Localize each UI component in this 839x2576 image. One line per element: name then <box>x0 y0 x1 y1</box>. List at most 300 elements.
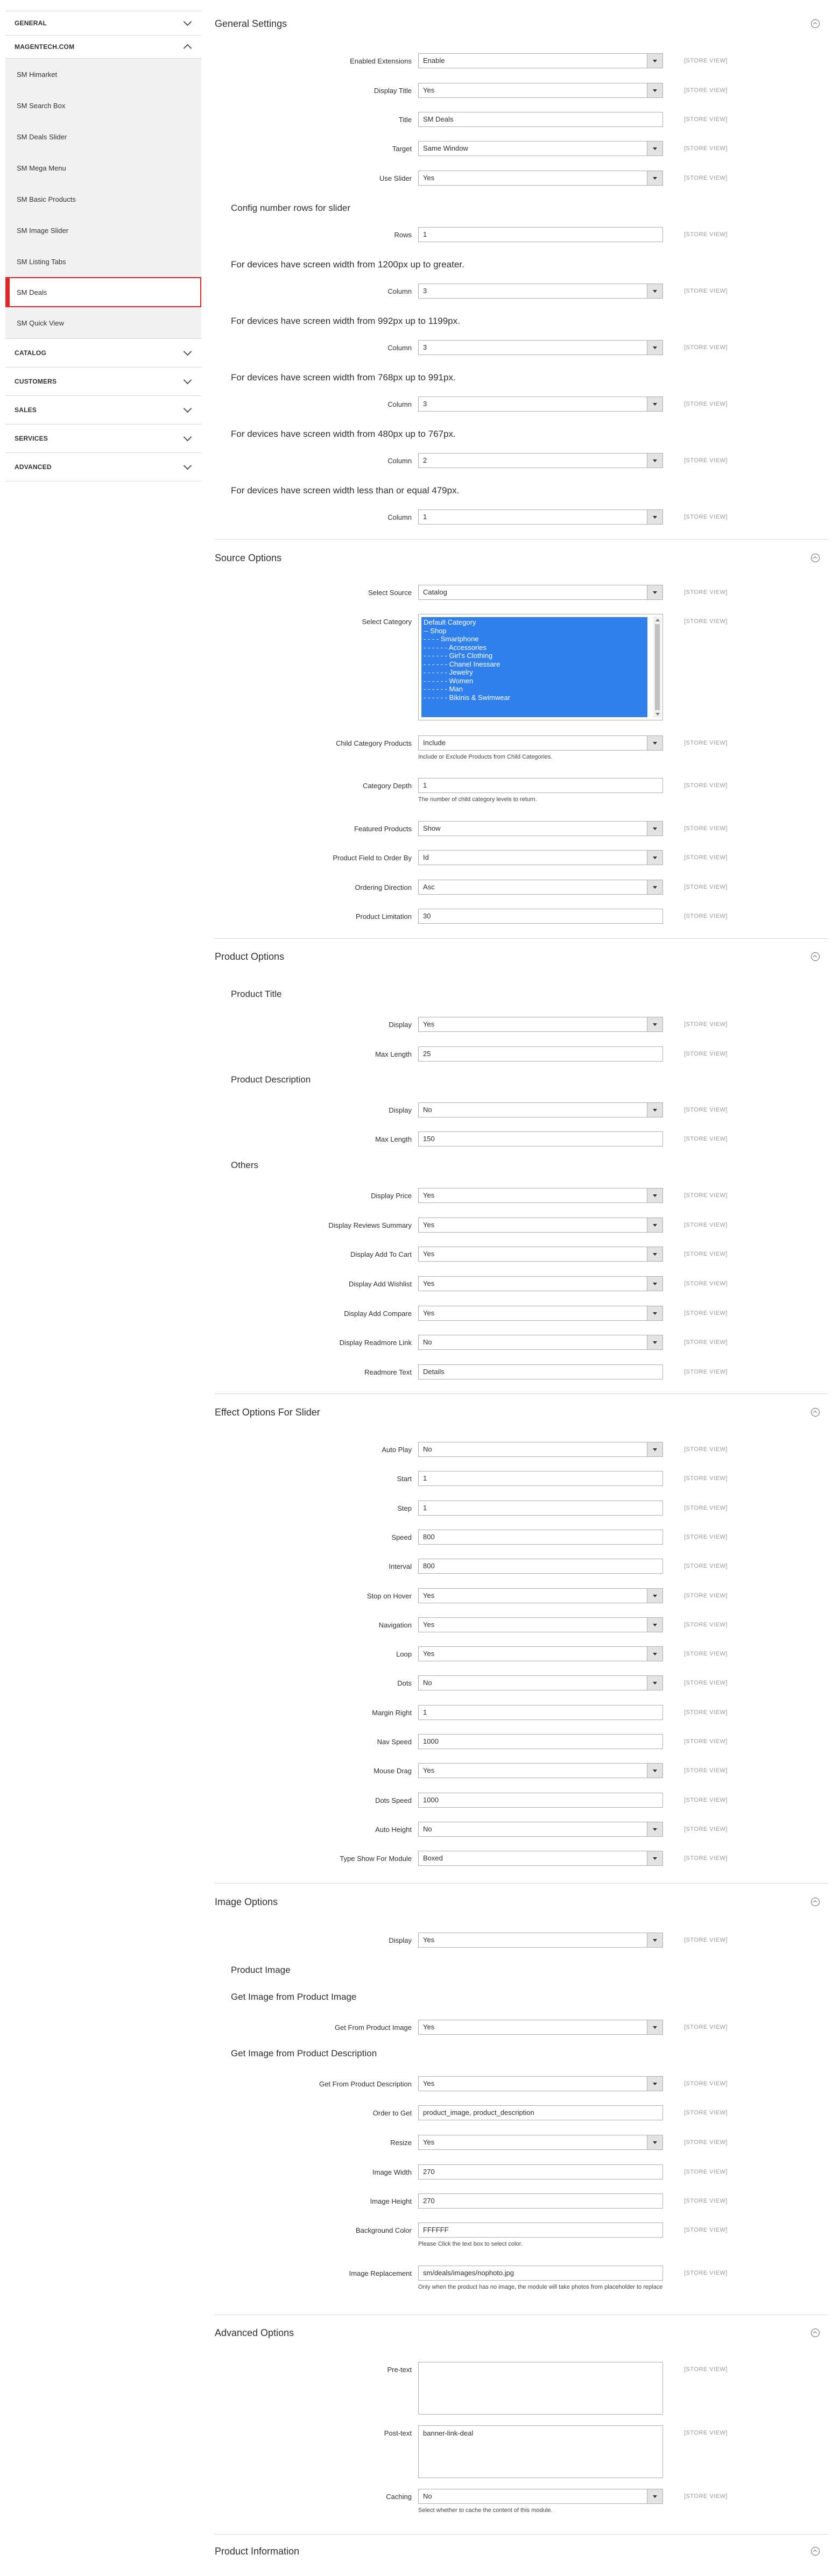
scope-label: [STORE VIEW] <box>684 2493 728 2500</box>
dropdown-arrow-icon <box>647 510 662 524</box>
select-value: Include <box>423 739 446 747</box>
scope-label: [STORE VIEW] <box>684 87 728 94</box>
post-text-textarea[interactable]: banner-link-deal <box>418 2425 663 2478</box>
scope-label: [STORE VIEW] <box>684 1107 728 1113</box>
dropdown-arrow-icon <box>647 454 662 468</box>
heading-992: For devices have screen width from 992px up to 1199px. <box>231 316 460 326</box>
sidebar-item-label: SM Listing Tabs <box>17 257 66 266</box>
select-value: Yes <box>423 1766 435 1774</box>
sidebar-item-sm-mega-menu[interactable] <box>5 152 201 183</box>
sidebar-item-sm-deals-slider[interactable] <box>5 121 201 152</box>
effect-input[interactable]: 1000 <box>418 1793 663 1808</box>
category-option[interactable]: - - - - - - Accessories <box>424 643 487 652</box>
divider <box>215 1393 828 1394</box>
scroll-up-icon[interactable] <box>655 619 660 621</box>
field-label: Image Height <box>370 2197 412 2205</box>
scope-label: [STORE VIEW] <box>684 1446 728 1453</box>
pre-text-textarea[interactable] <box>418 2362 663 2415</box>
effect-row <box>215 1471 828 1486</box>
row-desc-display <box>215 1102 828 1117</box>
collapse-icon[interactable] <box>811 952 820 961</box>
scope-label: [STORE VIEW] <box>684 2270 728 2276</box>
display-title-select[interactable] <box>418 83 663 98</box>
enabled-select[interactable] <box>418 53 663 68</box>
scope-label: [STORE VIEW] <box>684 1651 728 1657</box>
dropdown-arrow-icon <box>647 1676 662 1690</box>
field-note: Please Click the text box to select color. <box>418 2241 523 2247</box>
effect-row <box>215 1646 828 1661</box>
tab-catalog[interactable] <box>5 338 201 367</box>
effect-row <box>215 1675 828 1690</box>
tab-sales-label: SALES <box>15 406 37 414</box>
scope-label: [STORE VIEW] <box>684 175 728 181</box>
tab-customers[interactable] <box>5 367 201 395</box>
sidebar-item-label: SM Basic Products <box>17 195 76 203</box>
scope-label: [STORE VIEW] <box>684 1797 728 1803</box>
use-slider-select[interactable] <box>418 171 663 186</box>
field-label: Ordering Direction <box>355 883 412 891</box>
field-note: Select whether to cache the content of this module. <box>418 2507 553 2514</box>
image-height-input[interactable]: 270 <box>418 2193 663 2209</box>
section-title: Advanced Options <box>215 2327 294 2338</box>
select-value: Yes <box>423 1936 435 1944</box>
field-label: Dots <box>397 1679 412 1687</box>
tab-magentech[interactable] <box>5 35 201 59</box>
field-label: Product Field to Order By <box>333 854 412 862</box>
effect-select[interactable] <box>418 1588 663 1603</box>
select-value: No <box>423 1445 432 1453</box>
select-value: Yes <box>423 86 435 94</box>
field-label: Get From Product Image <box>334 2023 412 2032</box>
field-label: Order to Get <box>372 2109 412 2117</box>
scope-label: [STORE VIEW] <box>684 1680 728 1686</box>
effect-select[interactable] <box>418 1442 663 1457</box>
chevron-down-icon <box>184 376 192 385</box>
select-value: 3 <box>423 287 427 295</box>
sidebar-item-sm-quick-view[interactable] <box>5 307 201 338</box>
section-title: Product Options <box>215 951 285 962</box>
divider <box>215 539 828 540</box>
field-label: Image Replacement <box>349 2269 412 2277</box>
scope-label: [STORE VIEW] <box>684 913 728 919</box>
tab-advanced[interactable] <box>5 452 201 482</box>
dropdown-arrow-icon <box>647 1647 662 1661</box>
scope-label: [STORE VIEW] <box>684 825 728 832</box>
dropdown-arrow-icon <box>647 1933 662 1947</box>
row-order-get <box>215 2105 828 2120</box>
field-label: Background Color <box>355 2226 412 2234</box>
compare-select[interactable] <box>418 1306 663 1321</box>
field-label: Display Price <box>371 1192 412 1200</box>
effect-select[interactable] <box>418 1675 663 1690</box>
collapse-icon[interactable] <box>811 1898 820 1906</box>
field-label: Max Length <box>375 1050 412 1058</box>
image-section-header[interactable] <box>215 1891 828 1913</box>
divider <box>215 1883 828 1884</box>
effect-select[interactable] <box>418 1822 663 1837</box>
effect-row <box>215 1559 828 1574</box>
divider <box>215 2534 828 2535</box>
sidebar-item-sm-deals[interactable] <box>5 277 201 307</box>
row-cart <box>215 1247 828 1262</box>
scope-label: [STORE VIEW] <box>684 2139 728 2146</box>
field-label: Navigation <box>378 1621 412 1629</box>
collapse-icon[interactable] <box>811 19 820 28</box>
field-label: Margin Right <box>372 1709 412 1717</box>
column-479-select[interactable] <box>418 509 663 525</box>
select-value: Yes <box>423 1279 435 1287</box>
effect-select[interactable] <box>418 1646 663 1661</box>
dropdown-arrow-icon <box>647 1442 662 1456</box>
scope-label: [STORE VIEW] <box>684 1369 728 1375</box>
limit-input[interactable]: 30 <box>418 909 663 924</box>
section-title: Effect Options For Slider <box>215 1406 320 1418</box>
field-label: Use Slider <box>379 174 412 182</box>
heading-480: For devices have screen width from 480px up to 767px. <box>231 429 456 439</box>
scope-label: [STORE VIEW] <box>684 2430 728 2436</box>
collapse-icon[interactable] <box>811 2547 820 2556</box>
from-desc-heading: Get Image from Product Description <box>231 2048 377 2058</box>
dropdown-arrow-icon <box>647 83 662 97</box>
dropdown-arrow-icon <box>647 822 662 836</box>
bg-color-input[interactable]: FFFFFF <box>418 2223 663 2238</box>
field-label: Display <box>389 1106 412 1114</box>
effect-input[interactable]: 1000 <box>418 1734 663 1749</box>
scope-label: [STORE VIEW] <box>684 1280 728 1287</box>
scope-label: [STORE VIEW] <box>684 1222 728 1228</box>
column-480-select[interactable] <box>418 453 663 468</box>
sidebar-item-label: SM Himarket <box>17 70 58 79</box>
chevron-down-icon <box>184 433 192 442</box>
scope-label: [STORE VIEW] <box>684 145 728 152</box>
field-label: Display Readmore Link <box>339 1339 412 1347</box>
row-from-desc <box>215 2076 828 2091</box>
field-label: Stop on Hover <box>366 1592 412 1600</box>
select-value: 1 <box>423 513 427 521</box>
column-768-select[interactable] <box>418 397 663 412</box>
select-value: No <box>423 1679 432 1687</box>
sidebar-item-sm-listing-tabs[interactable] <box>5 246 201 277</box>
field-note: Include or Exclude Products from Child Categories. <box>418 754 553 760</box>
field-label: Column <box>387 513 412 521</box>
caching-select[interactable] <box>418 2489 663 2504</box>
scope-label: [STORE VIEW] <box>684 2024 728 2030</box>
field-label: Post-text <box>384 2429 412 2437</box>
effect-select[interactable] <box>418 1763 663 1778</box>
row-replacement <box>215 2266 828 2281</box>
select-value: Yes <box>423 1591 435 1600</box>
rows-input[interactable]: 1 <box>418 227 663 242</box>
field-label: Start <box>397 1475 412 1483</box>
field-label: Dots Speed <box>375 1796 412 1804</box>
advanced-section-header[interactable] <box>215 2322 828 2344</box>
scope-label: [STORE VIEW] <box>684 1310 728 1317</box>
category-option[interactable]: - - - - Smartphone <box>424 635 479 643</box>
field-label: Display <box>389 1936 412 1944</box>
dropdown-arrow-icon <box>647 1851 662 1865</box>
reviews-select[interactable] <box>418 1218 663 1233</box>
field-label: Column <box>387 344 412 352</box>
featured-select[interactable] <box>418 821 663 836</box>
category-list[interactable] <box>421 617 647 717</box>
scope-label: [STORE VIEW] <box>684 740 728 746</box>
general-section-header[interactable] <box>215 13 828 34</box>
effect-input[interactable]: 800 <box>418 1559 663 1574</box>
scope-label: [STORE VIEW] <box>684 58 728 64</box>
column-992-select[interactable] <box>418 340 663 355</box>
image-display-select[interactable] <box>418 1933 663 1948</box>
category-option[interactable]: - - - - - - Bikinis & Swimwear <box>424 693 511 702</box>
scope-label: [STORE VIEW] <box>684 782 728 789</box>
select-value: Yes <box>423 1020 435 1028</box>
dropdown-arrow-icon <box>647 1764 662 1778</box>
field-label: Display <box>389 1021 412 1029</box>
dropdown-arrow-icon <box>647 341 662 355</box>
sidebar-item-sm-basic-products[interactable] <box>5 183 201 215</box>
desc-max-input[interactable]: 150 <box>418 1131 663 1147</box>
row-rows <box>215 227 828 242</box>
scope-label: [STORE VIEW] <box>684 344 728 351</box>
direction-select[interactable] <box>418 880 663 895</box>
scope-label: [STORE VIEW] <box>684 1622 728 1628</box>
select-value: Yes <box>423 1191 435 1199</box>
select-source-select[interactable] <box>418 585 663 600</box>
order-by-select[interactable] <box>418 850 663 865</box>
row-direction <box>215 880 828 895</box>
scroll-thumb[interactable] <box>655 624 660 710</box>
scope-label: [STORE VIEW] <box>684 1534 728 1540</box>
product-image-heading: Product Image <box>231 1965 291 1975</box>
from-desc-select[interactable] <box>418 2076 663 2091</box>
select-value: Yes <box>423 2138 435 2146</box>
dropdown-arrow-icon <box>647 171 662 185</box>
dropdown-arrow-icon <box>647 1822 662 1836</box>
field-label: Nav Speed <box>377 1738 412 1746</box>
dropdown-arrow-icon <box>647 1589 662 1603</box>
select-value: No <box>423 2492 432 2500</box>
effect-row <box>215 1734 828 1749</box>
effect-row <box>215 1822 828 1837</box>
chevron-down-icon <box>184 18 192 26</box>
order-get-input[interactable]: product_image, product_description <box>418 2105 663 2120</box>
select-value: Yes <box>423 1309 435 1317</box>
scope-label: [STORE VIEW] <box>684 1855 728 1862</box>
row-title-max <box>215 1046 828 1061</box>
tab-general[interactable] <box>5 11 201 35</box>
collapse-icon[interactable] <box>811 2329 820 2337</box>
dropdown-arrow-icon <box>647 397 662 411</box>
field-label: Display Add To Cart <box>350 1250 412 1258</box>
field-label: Featured Products <box>354 825 412 833</box>
magentech-items <box>5 59 201 338</box>
row-select-source <box>215 585 828 600</box>
field-label: Display Add Compare <box>344 1310 412 1318</box>
title-display-select[interactable] <box>418 1017 663 1032</box>
chevron-up-icon <box>184 44 192 53</box>
tab-magentech-label: MAGENTECH.COM <box>15 43 75 51</box>
image-width-input[interactable]: 270 <box>418 2164 663 2179</box>
tab-advanced-label: ADVANCED <box>15 463 52 471</box>
scope-label: [STORE VIEW] <box>684 1021 728 1028</box>
effect-row <box>215 1793 828 1808</box>
collapse-icon[interactable] <box>811 1408 820 1417</box>
field-label: Display Reviews Summary <box>328 1221 412 1229</box>
scope-label: [STORE VIEW] <box>684 1192 728 1199</box>
resize-select[interactable] <box>418 2135 663 2150</box>
scope-label: [STORE VIEW] <box>684 1251 728 1257</box>
scope-label: [STORE VIEW] <box>684 288 728 294</box>
select-value: Asc <box>423 883 435 891</box>
select-value: Same Window <box>423 144 468 152</box>
row-price <box>215 1188 828 1203</box>
column-1200-select[interactable] <box>418 284 663 299</box>
field-label: Step <box>397 1504 412 1512</box>
product-description-heading: Product Description <box>231 1074 311 1085</box>
source-section-header[interactable] <box>215 547 828 569</box>
select-value: Boxed <box>423 1854 443 1862</box>
dropdown-arrow-icon <box>647 2135 662 2149</box>
select-value: Yes <box>423 2023 435 2031</box>
row-order-by <box>215 850 828 865</box>
category-option[interactable]: - - - - - - Women <box>424 676 474 685</box>
scope-label: [STORE VIEW] <box>684 1136 728 1142</box>
select-value: Enable <box>423 56 445 65</box>
replacement-input[interactable]: sm/deals/images/nophoto.jpg <box>418 2266 663 2281</box>
dropdown-arrow-icon <box>647 736 662 750</box>
category-option[interactable]: -- Shop <box>424 626 447 635</box>
scope-label: [STORE VIEW] <box>684 1826 728 1832</box>
effect-select[interactable] <box>418 1851 663 1866</box>
field-label: Display Title <box>373 87 412 95</box>
sidebar-item-label: SM Deals <box>17 288 47 296</box>
effect-select[interactable] <box>418 1617 663 1632</box>
scope-label: [STORE VIEW] <box>684 1505 728 1511</box>
product-title-heading: Product Title <box>231 989 282 999</box>
field-note: The number of child category levels to return. <box>418 796 537 803</box>
tab-sales[interactable] <box>5 395 201 424</box>
row-readmore <box>215 1335 828 1350</box>
effect-row <box>215 1617 828 1632</box>
field-label: Speed <box>391 1533 412 1541</box>
row-column-480 <box>215 453 828 468</box>
price-select[interactable] <box>418 1188 663 1203</box>
scope-label: [STORE VIEW] <box>684 1738 728 1745</box>
category-option[interactable]: - - - - - - Chanel Inessare <box>424 660 500 668</box>
row-bg-color <box>215 2223 828 2238</box>
section-title: Image Options <box>215 1896 278 1907</box>
scope-label: [STORE VIEW] <box>684 116 728 123</box>
sidebar-item-label: SM Search Box <box>17 101 66 110</box>
dropdown-arrow-icon <box>647 54 662 68</box>
sidebar-item-sm-search-box[interactable] <box>5 90 201 121</box>
scope-label: [STORE VIEW] <box>684 1937 728 1943</box>
scope-label: [STORE VIEW] <box>684 2169 728 2175</box>
sidebar-item-sm-image-slider[interactable] <box>5 215 201 246</box>
field-label: Target <box>392 145 412 153</box>
category-option[interactable]: - - - - - - Man <box>424 685 463 693</box>
collapse-icon[interactable] <box>811 554 820 562</box>
category-depth-input[interactable]: 1 <box>418 778 663 793</box>
row-display-title <box>215 83 828 98</box>
row-category-depth <box>215 778 828 793</box>
config-sidebar <box>5 11 201 482</box>
desc-display-select[interactable] <box>418 1102 663 1117</box>
dropdown-arrow-icon <box>647 1218 662 1232</box>
dropdown-arrow-icon <box>647 1618 662 1632</box>
wishlist-select[interactable] <box>418 1276 663 1291</box>
effect-section-header[interactable] <box>215 1402 828 1423</box>
scope-label: [STORE VIEW] <box>684 884 728 890</box>
dropdown-arrow-icon <box>647 585 662 599</box>
tab-services[interactable] <box>5 424 201 452</box>
tab-services-label: SERVICES <box>15 435 48 442</box>
heading-479: For devices have screen width less than or equal 479px. <box>231 485 460 496</box>
field-label: Image Width <box>372 2168 412 2176</box>
scope-label: [STORE VIEW] <box>684 2366 728 2373</box>
select-value: Yes <box>423 1650 435 1658</box>
field-label: Category Depth <box>362 782 412 790</box>
scroll-down-icon[interactable] <box>655 713 660 716</box>
cart-select[interactable] <box>418 1247 663 1262</box>
scope-label: [STORE VIEW] <box>684 2080 728 2087</box>
from-image-select[interactable] <box>418 2020 663 2035</box>
effect-input[interactable]: 1 <box>418 1705 663 1720</box>
scope-label: [STORE VIEW] <box>684 589 728 596</box>
chevron-down-icon <box>184 462 192 470</box>
field-note: Only when the product has no image, the module will take photos from placeholder to replace <box>418 2284 663 2290</box>
select-value: 3 <box>423 343 427 351</box>
dropdown-arrow-icon <box>647 851 662 865</box>
category-option[interactable]: - - - - - - Jewelry <box>424 668 473 676</box>
info-section-header[interactable] <box>215 2540 828 2562</box>
effect-input[interactable]: 1 <box>418 1501 663 1516</box>
field-label: Pre-text <box>387 2366 412 2374</box>
field-label: Loop <box>396 1650 412 1658</box>
scope-label: [STORE VIEW] <box>684 514 728 520</box>
section-title: Product Information <box>215 2545 300 2557</box>
target-select[interactable] <box>418 141 663 156</box>
readmore-select[interactable] <box>418 1335 663 1350</box>
scope-label: [STORE VIEW] <box>684 1593 728 1599</box>
field-label: Rows <box>394 231 412 239</box>
scope-label: [STORE VIEW] <box>684 231 728 238</box>
category-option[interactable]: - - - - - - Girl's Clothing <box>424 652 493 660</box>
dropdown-arrow-icon <box>647 1188 662 1202</box>
scope-label: [STORE VIEW] <box>684 1475 728 1482</box>
row-compare <box>215 1306 828 1321</box>
readmore-text-input[interactable]: Details <box>418 1364 663 1379</box>
row-image-height <box>215 2193 828 2209</box>
effect-input[interactable]: 800 <box>418 1530 663 1545</box>
scope-label: [STORE VIEW] <box>684 401 728 407</box>
sidebar-item-label: SM Deals Slider <box>17 132 67 141</box>
scrollbar[interactable] <box>653 617 661 718</box>
scope-label: [STORE VIEW] <box>684 457 728 464</box>
row-enabled <box>215 53 828 68</box>
field-label: Caching <box>386 2493 412 2501</box>
product-section-header[interactable] <box>215 946 828 967</box>
row-caching <box>215 2489 828 2504</box>
category-multiselect[interactable] <box>418 614 663 720</box>
field-label: Interval <box>389 1562 412 1570</box>
title-max-input[interactable]: 25 <box>418 1046 663 1061</box>
select-value: Yes <box>423 1250 435 1258</box>
child-category-select[interactable] <box>418 735 663 751</box>
category-option[interactable]: Default Category <box>424 618 476 626</box>
effect-input[interactable]: 1 <box>418 1471 663 1486</box>
sidebar-item-sm-himarket[interactable] <box>5 59 201 90</box>
title-input[interactable]: SM Deals <box>418 112 663 127</box>
